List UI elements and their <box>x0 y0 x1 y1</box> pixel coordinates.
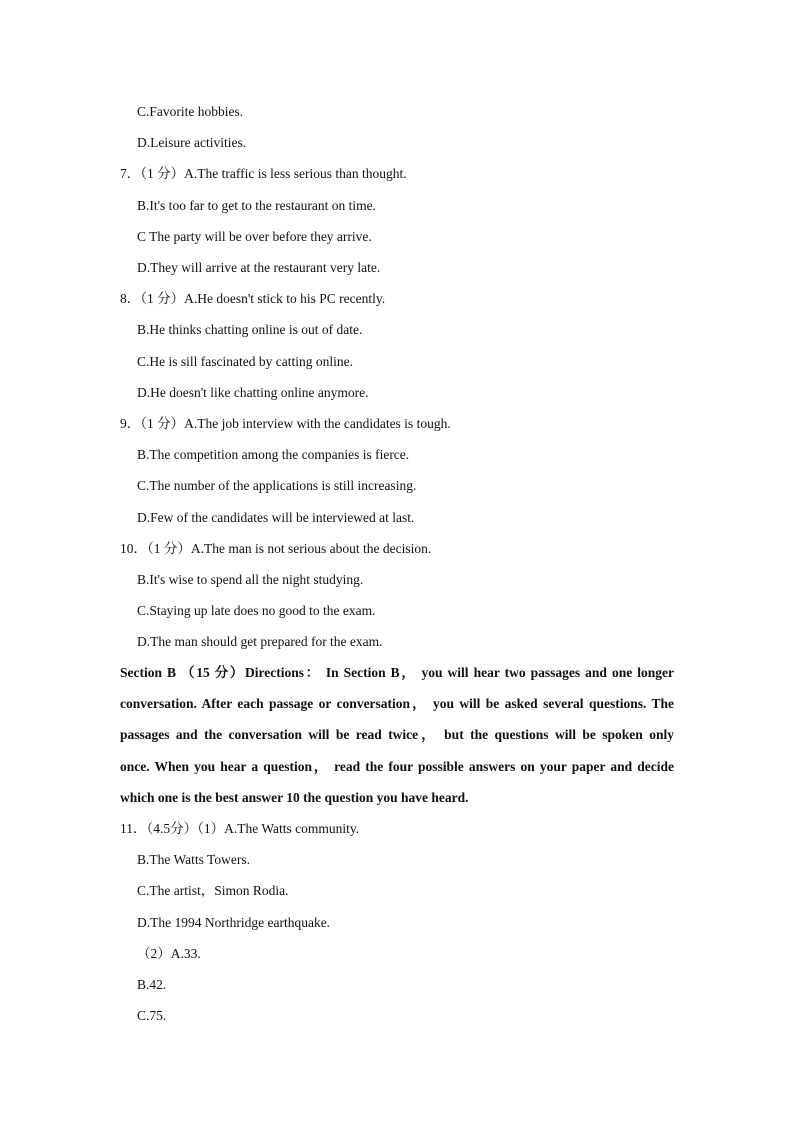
directions-line: once. When you hear a question， read the four possible answers on your paper and decide <box>120 758 674 774</box>
section-b-directions <box>120 664 674 820</box>
answer-option: D.Few of the candidates will be interviewed at last. <box>137 509 415 525</box>
directions-line: Section B （15 分）Directions： In Section B， you will hear two passages and one longer <box>120 665 674 680</box>
answer-option: D.He doesn't like chatting online anymore. <box>137 384 369 400</box>
answer-option: D.The 1994 Northridge earthquake. <box>137 914 331 930</box>
answer-option: （2）A.33. <box>137 945 201 961</box>
question-item: 9．（1 分）A.The job interview with the candidates is tough. <box>120 416 451 431</box>
answer-option: B.The Watts Towers. <box>137 852 250 868</box>
answer-option: C The party will be over before they arrive. <box>137 228 372 244</box>
answer-option: B.He thinks chatting online is out of date. <box>137 322 363 338</box>
directions-line: which one is the best answer 10 the question you have heard. <box>120 789 469 805</box>
answer-option: D.The man should get prepared for the exam. <box>137 634 383 650</box>
question-item: 11．（4.5分）（1）A.The Watts community. <box>120 821 360 836</box>
question-item: 7．（1 分）A.The traffic is less serious than thought. <box>120 166 407 182</box>
answer-option: D.They will arrive at the restaurant very late. <box>137 260 381 275</box>
answer-option: D.Leisure activities. <box>137 135 247 151</box>
answer-option: C.The artist，Simon Rodia. <box>137 883 289 899</box>
directions-line: conversation. After each passage or conversation， you will be asked several questions. The <box>120 696 674 712</box>
question-item: 8．（1 分）A.He doesn't stick to his PC recently. <box>120 291 386 307</box>
answer-option: C.Favorite hobbies. <box>137 104 244 119</box>
answer-option: C.Staying up late does no good to the exam. <box>137 603 376 619</box>
question-item: 10．（1 分）A.The man is not serious about the decision. <box>120 540 432 556</box>
answer-option: C.The number of the applications is still increasing. <box>137 478 417 494</box>
answer-option: B.The competition among the companies is fierce. <box>137 447 410 463</box>
directions-line: passages and the conversation will be read twice， but the questions will be spoken only <box>120 727 674 743</box>
answer-option: C.He is sill fascinated by catting online. <box>137 353 353 369</box>
answer-option: C.75. <box>137 1008 167 1024</box>
answer-option: B.It's too far to get to the restaurant on time. <box>137 197 376 213</box>
answer-option: B.42. <box>137 977 167 992</box>
answer-option: B.It's wise to spend all the night studying. <box>137 572 364 587</box>
